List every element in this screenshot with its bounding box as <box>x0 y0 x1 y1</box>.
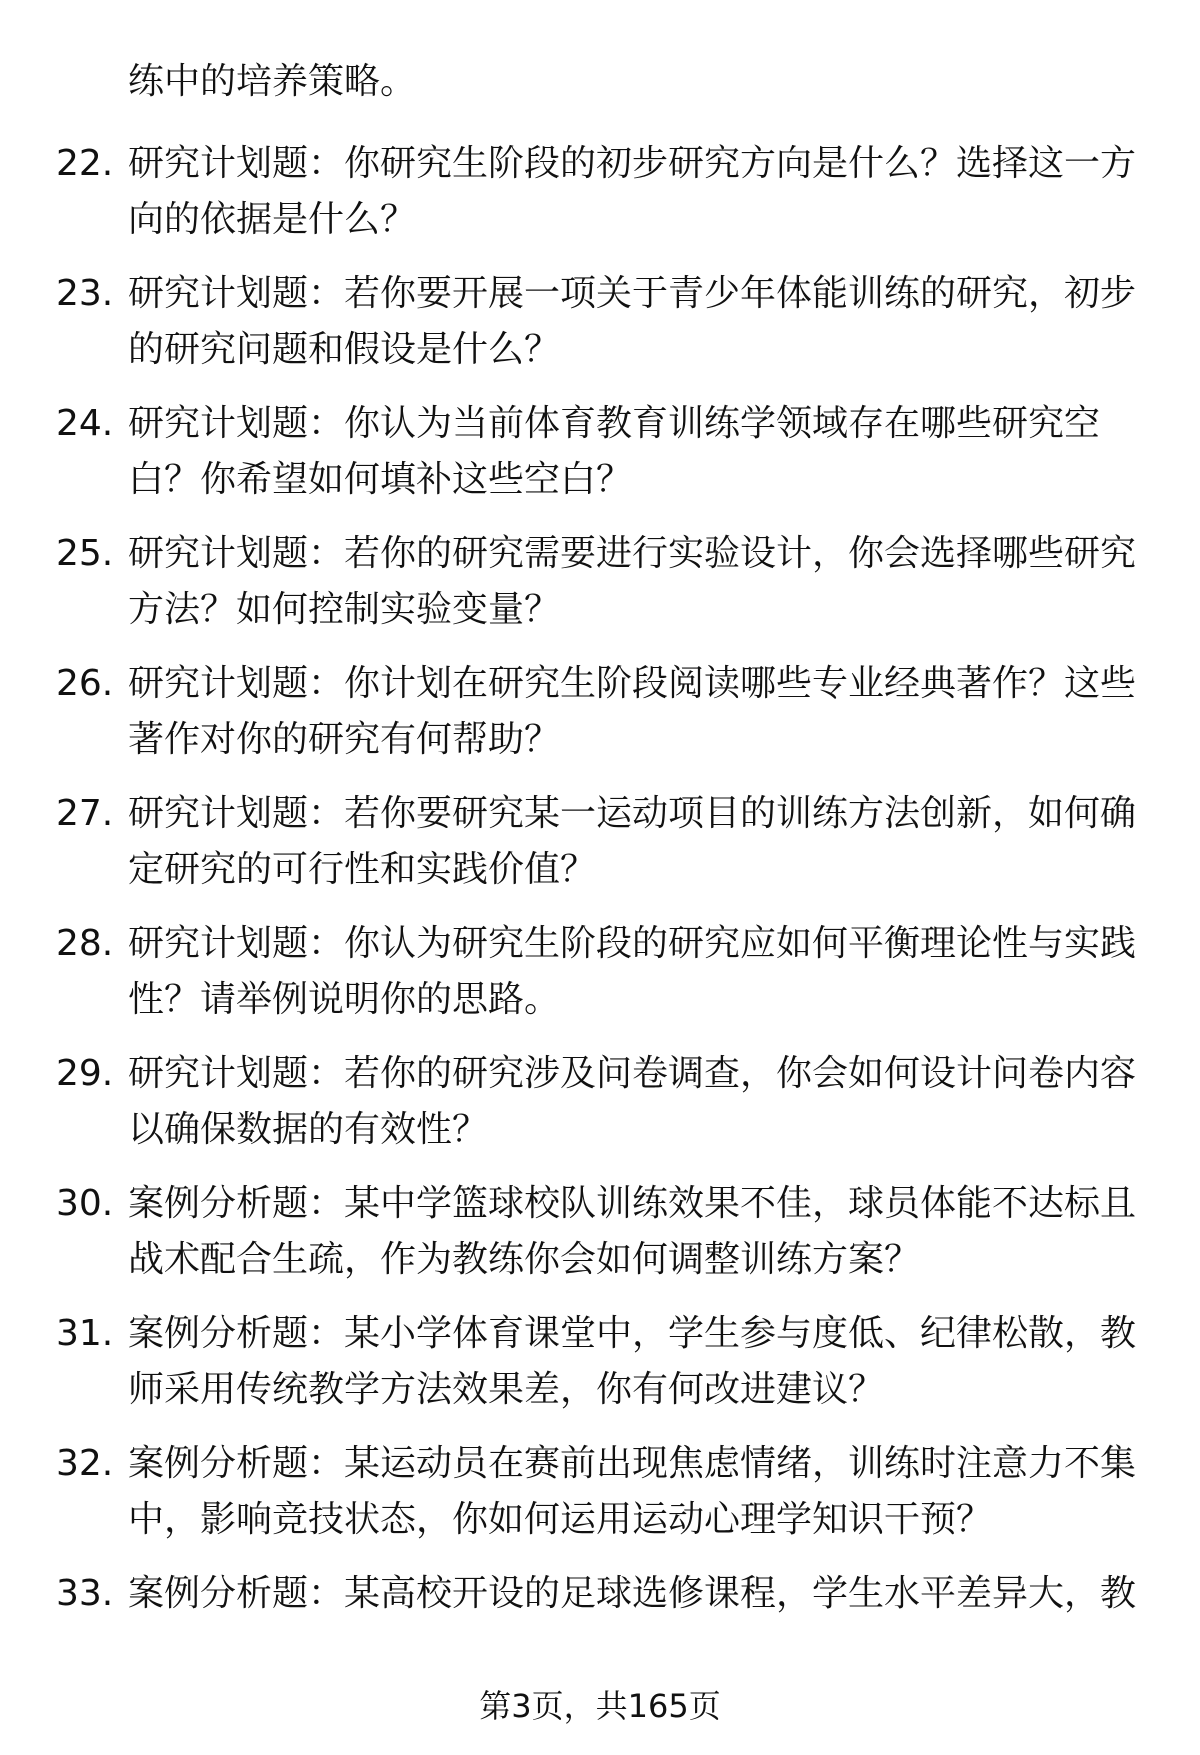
item-text: 案例分析题：某运动员在赛前出现焦虑情绪，训练时注意力不集中，影响竞技状态，你如何运用运动心理学知识干预？ <box>128 1443 1137 1540</box>
item-number: 23. <box>56 273 114 314</box>
list-item <box>0 916 1200 1028</box>
item-text: 研究计划题：你计划在研究生阶段阅读哪些专业经典著作？这些著作对你的研究有何帮助？ <box>128 663 1137 760</box>
item-text: 研究计划题：你认为当前体育教育训练学领域存在哪些研究空白？你希望如何填补这些空白？ <box>128 403 1101 500</box>
item-text: 研究计划题：你研究生阶段的初步研究方向是什么？选择这一方向的依据是什么？ <box>128 143 1137 240</box>
item-number: 26. <box>56 663 114 704</box>
item-number: 25. <box>56 533 114 574</box>
list-item <box>0 526 1200 638</box>
list-item <box>0 136 1200 248</box>
item-text: 研究计划题：若你的研究需要进行实验设计，你会选择哪些研究方法？如何控制实验变量？ <box>128 533 1137 630</box>
item-number: 24. <box>56 403 114 444</box>
list-item <box>0 1436 1200 1548</box>
list-item <box>0 1566 1200 1622</box>
question-list <box>0 136 1200 1640</box>
list-item <box>0 786 1200 898</box>
item-number: 31. <box>56 1313 114 1354</box>
item-number: 32. <box>56 1443 114 1484</box>
continued-text: 练中的培养策略。 <box>128 61 417 102</box>
list-item <box>0 396 1200 508</box>
item-text: 研究计划题：你认为研究生阶段的研究应如何平衡理论性与实践性？请举例说明你的思路。 <box>128 923 1137 1020</box>
item-number: 27. <box>56 793 114 834</box>
item-text: 案例分析题：某高校开设的足球选修课程，学生水平差异大，教 <box>128 1573 1137 1614</box>
page-footer: 第3页，共165页 <box>479 1687 721 1725</box>
item-text: 案例分析题：某小学体育课堂中，学生参与度低、纪律松散，教师采用传统教学方法效果差，你有何改进建议？ <box>128 1313 1137 1410</box>
item-number: 30. <box>56 1183 114 1224</box>
list-item <box>0 1306 1200 1418</box>
item-number: 22. <box>56 143 114 184</box>
item-text: 研究计划题：若你要开展一项关于青少年体能训练的研究，初步的研究问题和假设是什么？ <box>128 273 1137 370</box>
item-number: 33. <box>56 1573 114 1614</box>
list-item <box>0 1176 1200 1288</box>
list-item <box>0 1046 1200 1158</box>
item-number: 29. <box>56 1053 114 1094</box>
item-text: 研究计划题：若你的研究涉及问卷调查，你会如何设计问卷内容以确保数据的有效性？ <box>128 1053 1137 1150</box>
item-text: 案例分析题：某中学篮球校队训练效果不佳，球员体能不达标且战术配合生疏，作为教练你会如何调整训练方案？ <box>128 1183 1137 1280</box>
list-item <box>0 656 1200 768</box>
item-number: 28. <box>56 923 114 964</box>
item-text: 研究计划题：若你要研究某一运动项目的训练方法创新，如何确定研究的可行性和实践价值？ <box>128 793 1137 890</box>
list-item <box>0 266 1200 378</box>
